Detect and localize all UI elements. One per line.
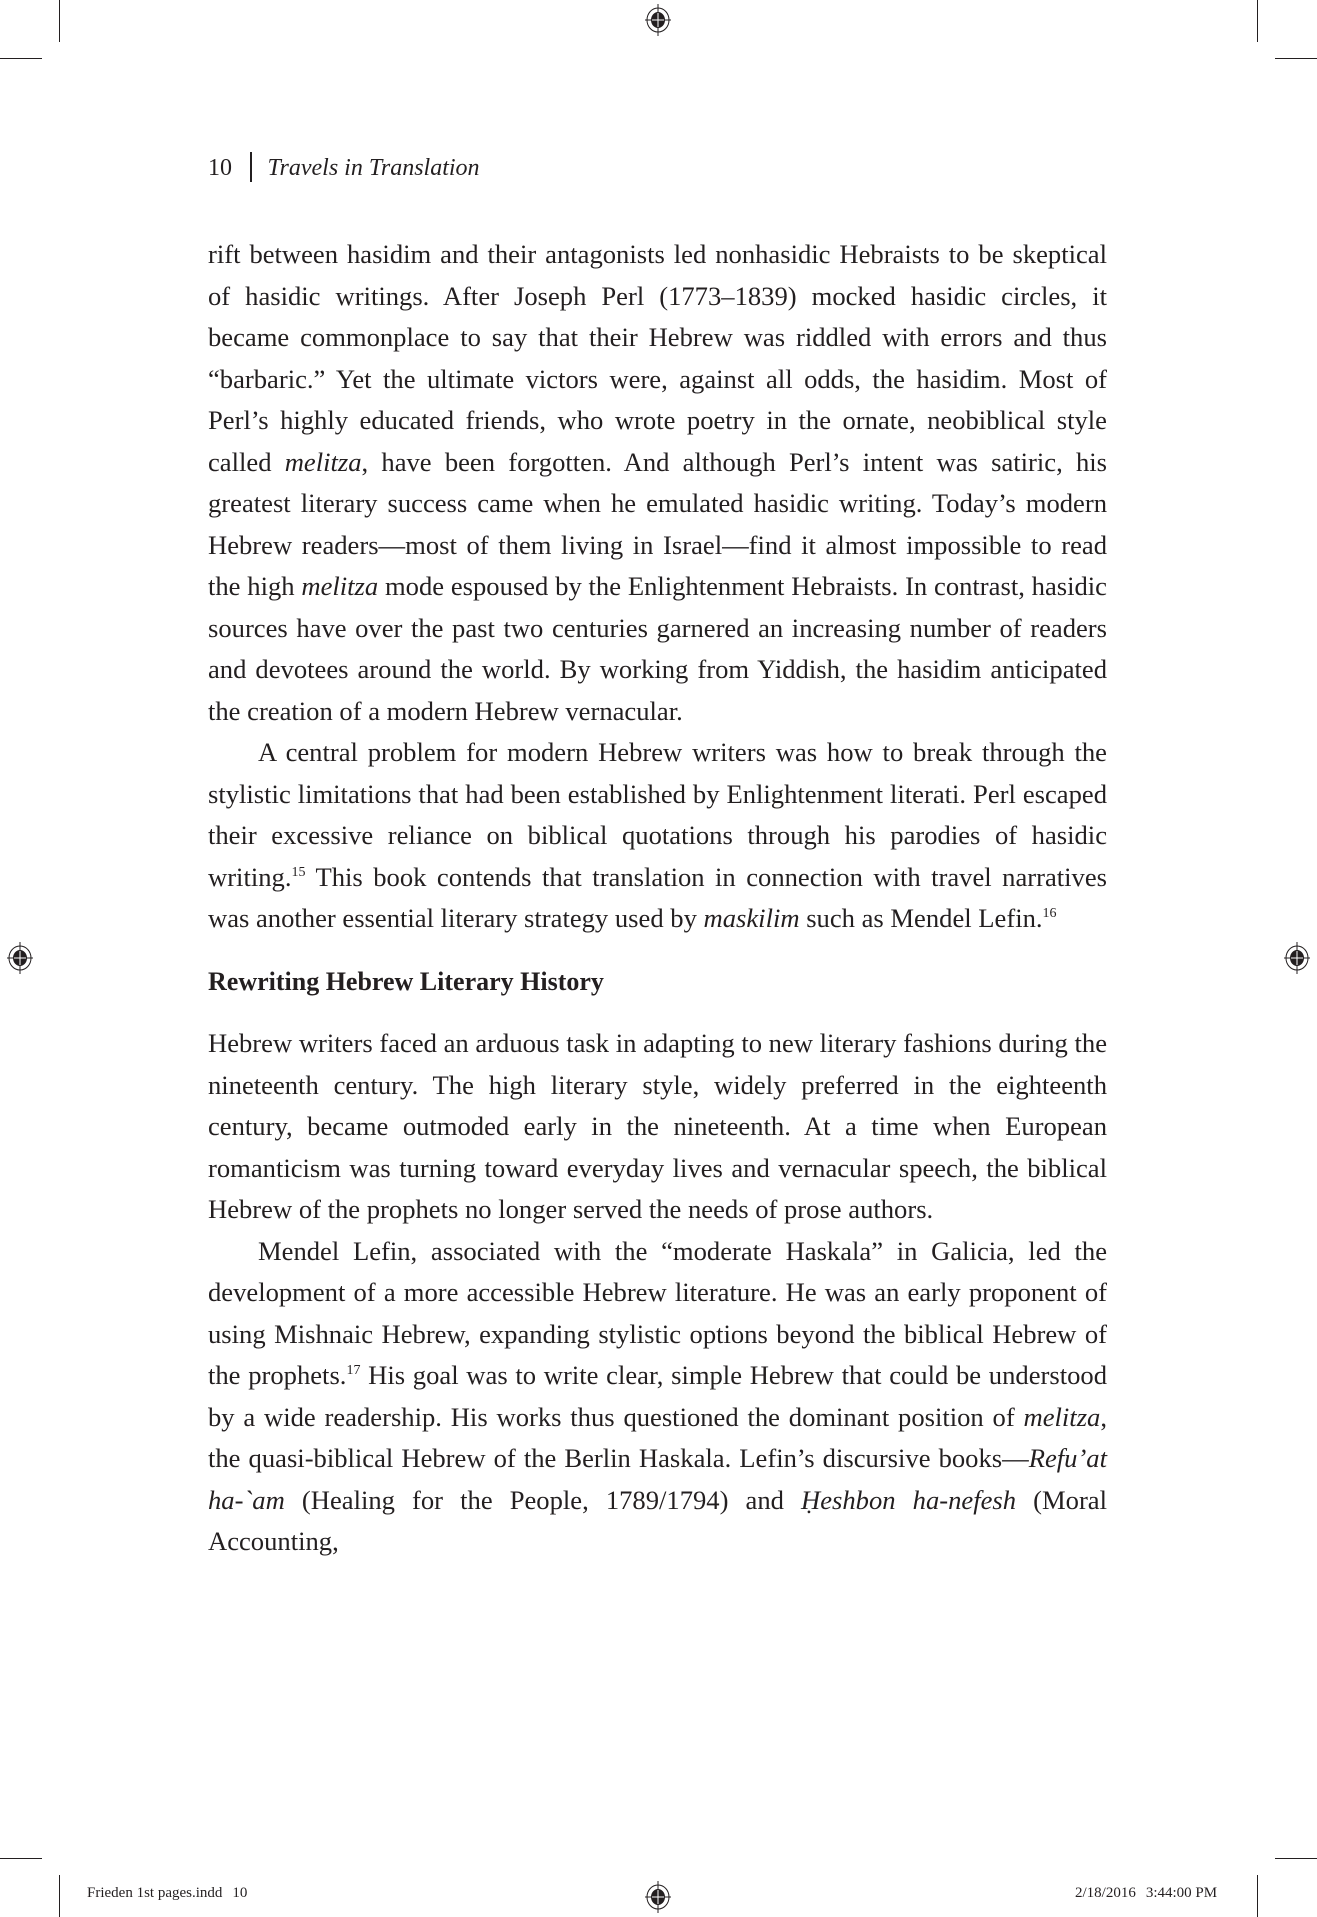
book-title: Travels in Translation bbox=[267, 155, 480, 181]
running-head bbox=[208, 152, 480, 182]
text-run: , the quasi-biblical Hebrew of the Berlin Haskala. Lefin’s discursive books— bbox=[208, 1401, 1107, 1473]
crop-mark-bottom-right-vertical bbox=[1257, 1875, 1258, 1917]
italic-term: melitza bbox=[301, 571, 379, 601]
page-number: 10 bbox=[208, 155, 232, 181]
footnote-ref: 17 bbox=[346, 1363, 361, 1378]
paragraph bbox=[208, 1231, 1107, 1563]
slug-page: 10 bbox=[232, 1885, 248, 1901]
crop-mark-top-left-horizontal bbox=[0, 58, 42, 59]
text-run: such as Mendel Lefin. bbox=[799, 903, 1043, 933]
italic-term: melitza bbox=[284, 446, 362, 477]
text-run: His goal was to write clear, simple Hebrew that could be understood by a wide readership. His works thus questioned the dominant position of bbox=[208, 1360, 1107, 1432]
slug-timestamp bbox=[1075, 1885, 1217, 1902]
paragraph bbox=[208, 234, 1107, 732]
crop-mark-top-left-vertical bbox=[59, 0, 60, 42]
section-heading: Rewriting Hebrew Literary History bbox=[208, 966, 604, 996]
slug-file-info bbox=[87, 1885, 247, 1902]
registration-mark-right-icon bbox=[1282, 941, 1312, 975]
text-run: , have been forgotten. And although Perl’s intent was satiric, his greatest literary success came when he emulated hasidic writing. Today’s modern Hebrew readers—most of them living in Israel—find it almost impossible to read the high bbox=[208, 446, 1107, 601]
text-run: mode espoused by the Enlightenment Hebraists. In contrast, hasidic sources have over the past two centuries garnered an increasing number of readers and devotees around the world. By working from Yiddish, the hasidim anticipated the creation of a modern Hebrew vernacular. bbox=[208, 571, 1107, 726]
text-run: (Moral Accounting, bbox=[208, 1484, 1107, 1556]
crop-mark-bottom-left-horizontal bbox=[0, 1858, 42, 1859]
text-run: rift between hasidim and their antagonists led nonhasidic Hebraists to be skeptical of hasidic writings. After Joseph Perl (1773–1839) mocked hasidic circles, it became commonplace to say that their Hebrew was riddled with errors and thus “barbaric.” Yet the ultimate victors were, against all odds, the hasidim. Most of Perl’s highly educated friends, who wrote poetry in the ornate, neobiblical style called bbox=[208, 239, 1107, 477]
italic-term: melitza bbox=[1023, 1401, 1101, 1432]
paragraph bbox=[208, 732, 1107, 940]
registration-mark-bottom-icon bbox=[643, 1880, 673, 1914]
crop-mark-top-right-horizontal bbox=[1275, 58, 1317, 59]
footnote-ref: 16 bbox=[1042, 906, 1057, 921]
italic-term: maskilim bbox=[703, 903, 800, 933]
body-text bbox=[208, 234, 1107, 1563]
crop-mark-bottom-right-horizontal bbox=[1275, 1858, 1317, 1859]
text-run: Hebrew writers faced an arduous task in adapting to new literary fashions during the nineteenth century. The high literary style, widely preferred in the eighteenth century, became outmoded early in the nineteenth. At a time when European romanticism was turning toward everyday lives and vernacular speech, the biblical Hebrew of the prophets no longer served the needs of prose authors. bbox=[208, 1028, 1107, 1224]
slug-date: 2/18/2016 bbox=[1075, 1885, 1136, 1901]
text-run: A central problem for modern Hebrew writers was how to break through the stylistic limitations that had been established by Enlightenment literati. Perl escaped their excessive reliance on biblical quotations through his parodies of hasidic writing. bbox=[208, 737, 1107, 892]
text-run: This book contends that translation in connection with travel narratives was another essential literary strategy used by bbox=[208, 861, 1107, 933]
text-run: Mendel Lefin, associated with the “moderate Haskala” in Galicia, led the development of a more accessible Hebrew literature. He was an early proponent of using Mishnaic Hebrew, expanding stylistic options beyond the biblical Hebrew of the prophets. bbox=[208, 1235, 1107, 1390]
italic-term: Ḥeshbon ha-nefesh bbox=[801, 1484, 1017, 1515]
running-head-divider bbox=[250, 152, 252, 182]
paragraph bbox=[208, 1023, 1107, 1231]
slug-file-name: Frieden 1st pages.indd bbox=[87, 1885, 223, 1901]
italic-term: Refu’at ha-`am bbox=[208, 1443, 1107, 1515]
registration-mark-left-icon bbox=[5, 941, 35, 975]
slug-time: 3:44:00 PM bbox=[1145, 1885, 1218, 1901]
crop-mark-bottom-left-vertical bbox=[59, 1875, 60, 1917]
crop-mark-top-right-vertical bbox=[1257, 0, 1258, 42]
footnote-ref: 15 bbox=[291, 864, 306, 880]
registration-mark-top-icon bbox=[643, 3, 673, 37]
text-run: (Healing for the People, 1789/1794) and bbox=[284, 1484, 802, 1515]
